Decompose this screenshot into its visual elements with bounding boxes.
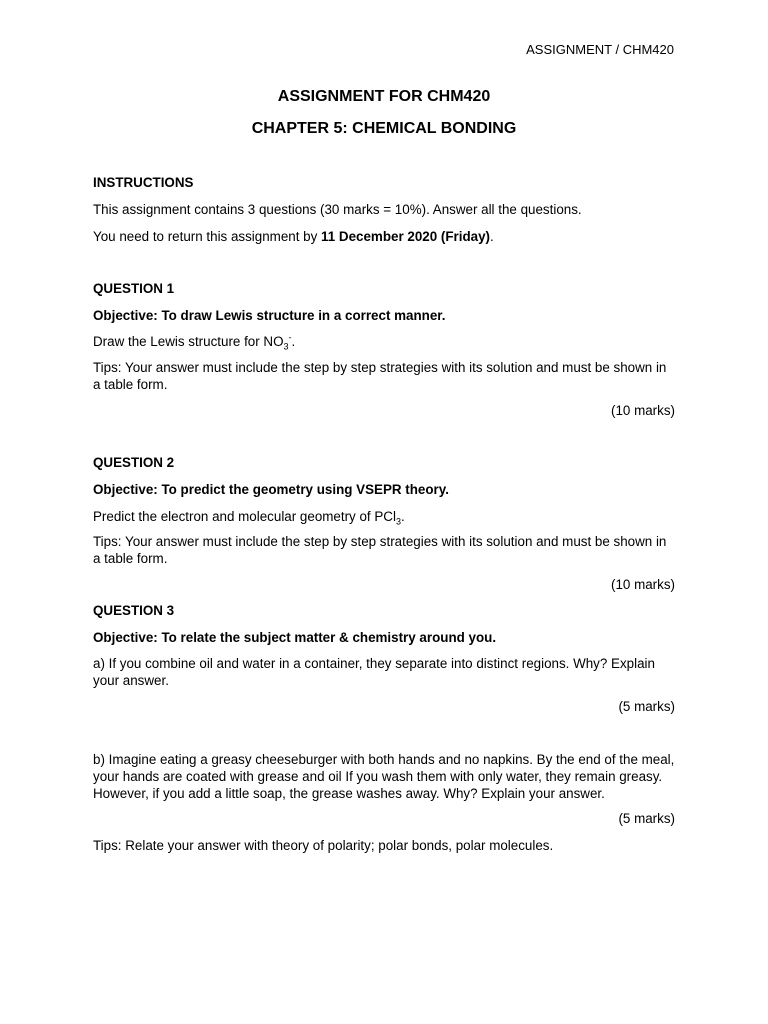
instructions-line-2 xyxy=(93,229,675,246)
question-1-superscript: - xyxy=(288,332,292,343)
running-header: ASSIGNMENT / CHM420 xyxy=(526,42,674,57)
question-3-part-a-marks: (5 marks) xyxy=(618,699,675,714)
due-text-prefix: You need to return this assignment by xyxy=(93,229,322,244)
question-3-objective: Objective: To relate the subject matter & chemistry around you. xyxy=(93,630,497,645)
question-1-task-end: . xyxy=(291,334,296,349)
chapter-title: CHAPTER 5: CHEMICAL BONDING xyxy=(251,120,517,137)
question-1-marks: (10 marks) xyxy=(611,403,675,418)
question-2-subscript: 3 xyxy=(395,516,401,527)
question-3-part-b: b) Imagine eating a greasy cheeseburger with both hands and no napkins. By the end of the meal, your hands are coated with grease and oil If you wash them with only water, they remain greasy. However, if you add a little soap, the grease washes away. Why? Explain your answer. xyxy=(93,752,675,801)
question-1-heading: QUESTION 1 xyxy=(93,281,175,296)
question-2-tips: Tips: Your answer must include the step by step strategies with its solution and must be shown in a table form. xyxy=(93,534,667,566)
question-3-part-b-marks: (5 marks) xyxy=(618,811,675,826)
question-2-task-text: Predict the electron and molecular geometry of PCl xyxy=(93,509,396,524)
question-1-subscript: 3 xyxy=(283,341,289,352)
question-3-tips: Tips: Relate your answer with theory of polarity; polar bonds, polar molecules. xyxy=(93,838,554,853)
question-2-heading: QUESTION 2 xyxy=(93,455,175,470)
question-3-part-a: a) If you combine oil and water in a container, they separate into distinct regions. Why? Explain your answer. xyxy=(93,656,655,688)
due-text-suffix: . xyxy=(490,229,494,244)
question-1-tips: Tips: Your answer must include the step by step strategies with its solution and must be shown in a table form. xyxy=(93,360,667,392)
question-2-objective: Objective: To predict the geometry using VSEPR theory. xyxy=(93,482,449,497)
question-2-task-end: . xyxy=(400,509,405,524)
due-date: 11 December 2020 (Friday) xyxy=(321,229,491,244)
question-1-task-text: Draw the Lewis structure for NO xyxy=(93,334,284,349)
instructions-heading: INSTRUCTIONS xyxy=(93,175,194,190)
question-1-task xyxy=(93,334,675,351)
question-3-heading: QUESTION 3 xyxy=(93,603,175,618)
question-1-objective: Objective: To draw Lewis structure in a correct manner. xyxy=(93,308,446,323)
assignment-title: ASSIGNMENT FOR CHM420 xyxy=(277,88,491,105)
instructions-line-1: This assignment contains 3 questions (30 marks = 10%). Answer all the questions. xyxy=(93,202,582,217)
question-2-marks: (10 marks) xyxy=(611,577,675,592)
question-2-task xyxy=(93,509,675,526)
